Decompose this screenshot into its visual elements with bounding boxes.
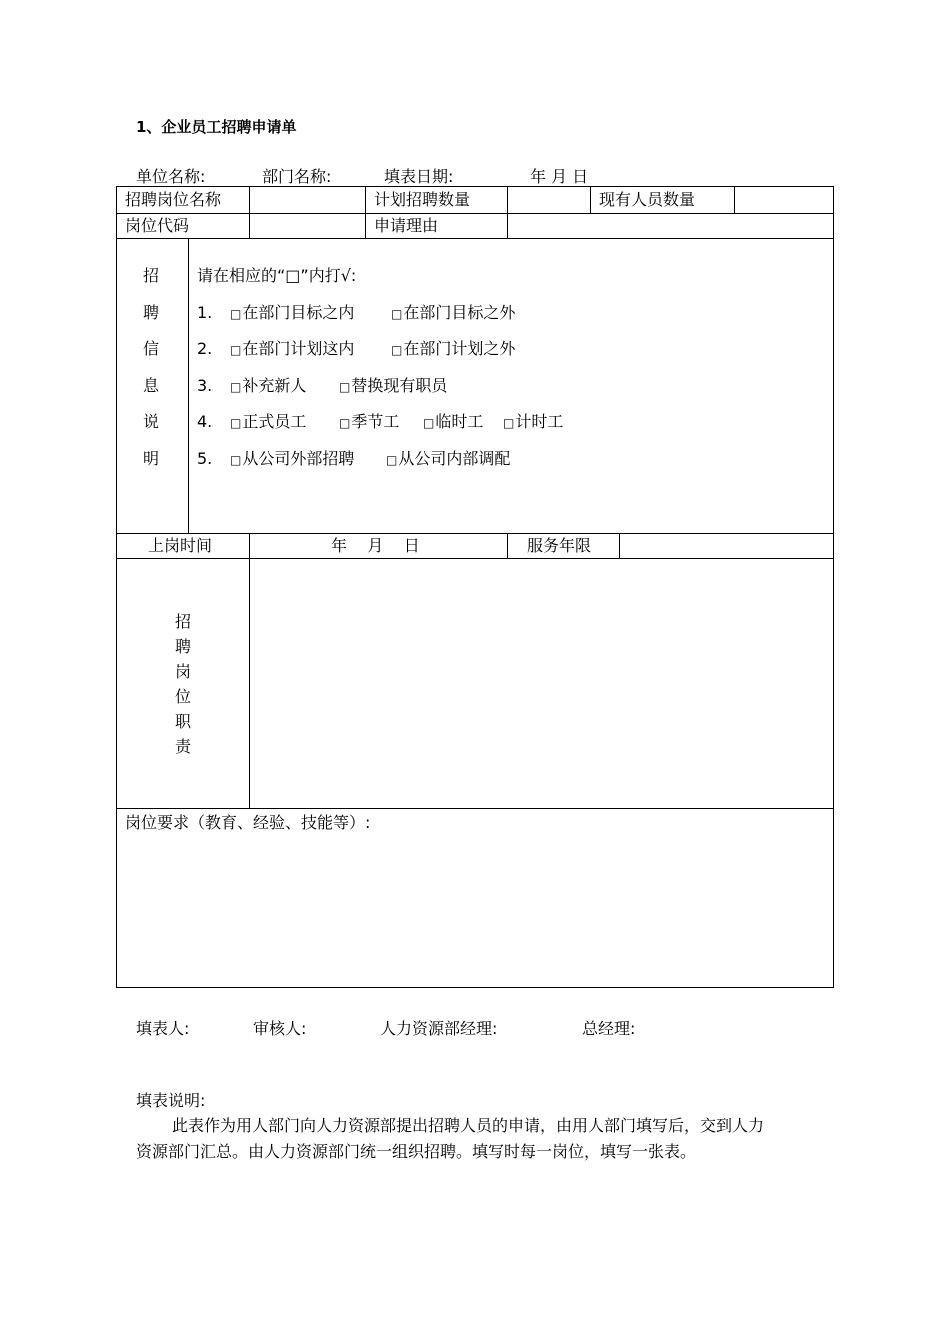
page-title: 1、企业员工招聘申请单 bbox=[136, 118, 297, 136]
checkbox-icon: □ bbox=[230, 453, 242, 467]
checkbox-option[interactable] bbox=[230, 448, 354, 471]
item-number: 1. bbox=[197, 303, 213, 322]
option-label: 计时工 bbox=[515, 412, 564, 431]
info-side-char: 信 bbox=[143, 339, 160, 358]
notes-line-1: 此表作为用人部门向人力资源部提出招聘人员的申请，由用人部门填写后，交到人力 bbox=[172, 1116, 765, 1135]
checkbox-option[interactable] bbox=[386, 448, 510, 471]
checkbox-option[interactable] bbox=[391, 338, 515, 361]
reason-label: 申请理由 bbox=[374, 216, 439, 235]
requirements-label: 岗位要求（教育、经验、技能等）: bbox=[125, 813, 371, 832]
application-form-table bbox=[116, 186, 834, 988]
col-divider bbox=[249, 558, 250, 808]
col-divider bbox=[249, 533, 250, 558]
info-instruction: 请在相应的“□”内打√: bbox=[197, 266, 357, 285]
general-manager-label: 总经理: bbox=[582, 1019, 636, 1038]
col-divider bbox=[507, 187, 508, 238]
notes-heading: 填表说明: bbox=[136, 1091, 206, 1110]
option-label: 在部门计划之外 bbox=[403, 339, 516, 358]
checkbox-option[interactable] bbox=[391, 302, 515, 325]
row-divider bbox=[117, 808, 834, 809]
option-label: 补充新人 bbox=[242, 376, 307, 395]
option-label: 替换现有职员 bbox=[351, 376, 448, 395]
fill-date-ymd: 年 月 日 bbox=[530, 167, 589, 186]
item-number: 4. bbox=[197, 412, 213, 431]
checkbox-icon: □ bbox=[230, 307, 242, 321]
col-divider bbox=[619, 533, 620, 558]
info-side-char: 招 bbox=[143, 266, 160, 285]
planned-count-field[interactable] bbox=[512, 190, 584, 210]
current-staff-field[interactable] bbox=[739, 190, 829, 210]
duties-field[interactable] bbox=[254, 563, 829, 803]
item-number: 2. bbox=[197, 339, 213, 358]
row-divider bbox=[117, 213, 834, 214]
row-divider bbox=[117, 558, 834, 559]
duties-side-char: 岗 bbox=[175, 662, 192, 681]
option-label: 季节工 bbox=[351, 412, 400, 431]
checkbox-icon: □ bbox=[391, 343, 403, 357]
start-time-label: 上岗时间 bbox=[148, 536, 213, 555]
start-date-ymd[interactable]: 年 月 日 bbox=[331, 536, 420, 555]
option-label: 正式员工 bbox=[242, 412, 307, 431]
current-staff-label: 现有人员数量 bbox=[599, 190, 696, 209]
service-years-field[interactable] bbox=[624, 536, 829, 556]
requirements-field[interactable] bbox=[125, 837, 825, 982]
duties-side-char: 位 bbox=[175, 687, 192, 706]
checkbox-icon: □ bbox=[386, 453, 398, 467]
option-label: 从公司内部调配 bbox=[398, 449, 511, 468]
checkbox-option[interactable] bbox=[503, 411, 563, 434]
fill-date-label: 填表日期: bbox=[384, 167, 454, 186]
option-label: 从公司外部招聘 bbox=[242, 449, 355, 468]
filler-label: 填表人: bbox=[136, 1019, 190, 1038]
option-label: 临时工 bbox=[435, 412, 484, 431]
checkbox-icon: □ bbox=[230, 416, 242, 430]
reviewer-label: 审核人: bbox=[253, 1019, 307, 1038]
planned-count-label: 计划招聘数量 bbox=[374, 190, 471, 209]
dept-name-label: 部门名称: bbox=[262, 167, 332, 186]
checkbox-option[interactable] bbox=[230, 338, 354, 361]
col-divider bbox=[734, 187, 735, 213]
reason-field[interactable] bbox=[512, 216, 828, 236]
col-divider bbox=[249, 187, 250, 238]
post-code-label: 岗位代码 bbox=[125, 216, 190, 235]
col-divider bbox=[188, 238, 189, 533]
post-name-field[interactable] bbox=[254, 190, 359, 210]
post-name-label: 招聘岗位名称 bbox=[125, 190, 222, 209]
info-side-char: 息 bbox=[143, 376, 160, 395]
checkbox-icon: □ bbox=[339, 416, 351, 430]
col-divider bbox=[365, 187, 366, 238]
checkbox-icon: □ bbox=[391, 307, 403, 321]
item-number: 3. bbox=[197, 376, 213, 395]
item-number: 5. bbox=[197, 449, 213, 468]
checkbox-option[interactable] bbox=[230, 302, 354, 325]
row-divider bbox=[117, 533, 834, 534]
hr-manager-label: 人力资源部经理: bbox=[380, 1019, 498, 1038]
checkbox-option[interactable] bbox=[230, 375, 306, 398]
post-code-field[interactable] bbox=[254, 216, 359, 236]
info-side-char: 明 bbox=[143, 449, 160, 468]
checkbox-option[interactable] bbox=[339, 375, 447, 398]
service-years-label: 服务年限 bbox=[527, 536, 592, 555]
col-divider bbox=[507, 533, 508, 558]
col-divider bbox=[590, 187, 591, 213]
notes-line-2: 资源部门汇总。由人力资源部门统一组织招聘。填写时每一岗位，填写一张表。 bbox=[136, 1142, 697, 1161]
checkbox-icon: □ bbox=[339, 380, 351, 394]
checkbox-option[interactable] bbox=[230, 411, 306, 434]
checkbox-option[interactable] bbox=[423, 411, 483, 434]
checkbox-icon: □ bbox=[503, 416, 515, 430]
info-side-char: 聘 bbox=[143, 303, 160, 322]
option-label: 在部门目标之内 bbox=[242, 303, 355, 322]
checkbox-option[interactable] bbox=[339, 411, 399, 434]
duties-side-char: 招 bbox=[175, 612, 192, 631]
unit-name-label: 单位名称: bbox=[136, 167, 206, 186]
duties-side-char: 责 bbox=[175, 737, 192, 756]
option-label: 在部门目标之外 bbox=[403, 303, 516, 322]
checkbox-icon: □ bbox=[230, 380, 242, 394]
row-divider bbox=[117, 238, 834, 239]
info-side-char: 说 bbox=[143, 412, 160, 431]
duties-side-char: 职 bbox=[175, 712, 192, 731]
checkbox-icon: □ bbox=[230, 343, 242, 357]
option-label: 在部门计划这内 bbox=[242, 339, 355, 358]
checkbox-icon: □ bbox=[423, 416, 435, 430]
duties-side-char: 聘 bbox=[175, 637, 192, 656]
